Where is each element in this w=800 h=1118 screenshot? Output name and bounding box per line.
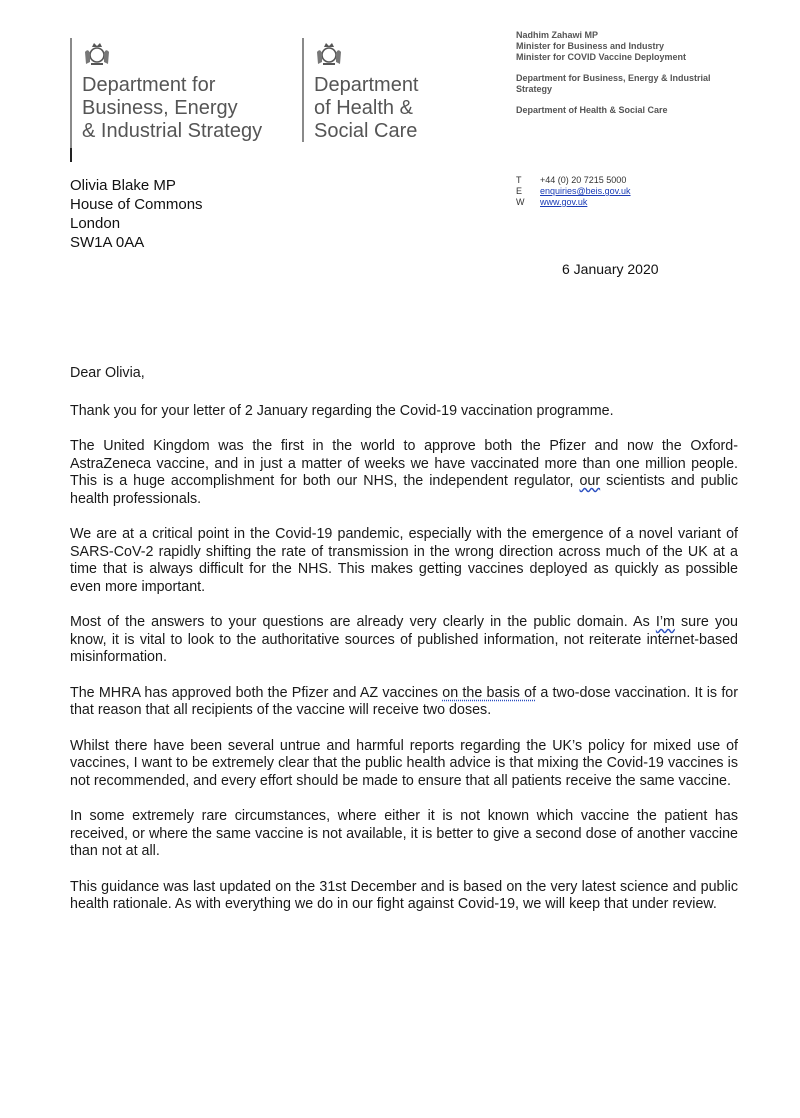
letter-body [70,365,738,932]
royal-crest-icon [82,38,112,68]
text-cursor-mark [70,148,72,162]
paragraph [70,614,738,667]
beis-logo [70,38,262,150]
minister-role: Minister for Business and Industry [516,41,665,51]
paragraph: This guidance was last updated on the 31st December and is based on the very latest science and public health rationale. As with everything we do in our fight against Covid-19, we will keep that under review. [70,878,738,912]
paragraph: We are at a critical point in the Covid-19 pandemic, especially with the emergence of a novel variant of SARS-CoV-2 rapidly shifting the rate of transmission in the wrong direction across much of the UK at a time that is always difficult for the NHS. This makes getting vaccines deployed as quickly as possible even more important. [70,526,738,595]
letter-date: 6 January 2020 [562,261,659,277]
contact-phone [516,175,631,186]
recipient-address [70,176,203,252]
spellcheck-flag: I’m [655,614,675,630]
grammar-flag: on the basis of [442,684,537,701]
dhsc-name-line: Social Care [314,120,418,142]
spellcheck-flag: our [579,473,601,489]
salutation: Dear Olivia, [70,365,145,381]
contact-email [516,186,631,197]
minister-block [516,30,766,116]
minister-department: Department of Health & Social Care [516,105,668,115]
dhsc-logo [302,38,419,142]
paragraph-text: The MHRA has approved both the Pfizer and AZ vaccines [70,684,443,701]
paragraph-text: Most of the answers to your questions are already very clearly in the public domain. As [70,614,656,630]
contact-web-link[interactable]: www.gov.uk [540,197,588,207]
dhsc-name-line: of Health & [314,97,413,119]
beis-name-line: Department for [82,74,216,96]
contact-details [516,175,631,208]
dhsc-name-line: Department [314,74,419,96]
contact-web [516,197,631,208]
royal-crest-icon [314,38,344,68]
beis-name-line: & Industrial Strategy [82,120,263,142]
recipient-postcode: SW1A 0AA [70,234,145,251]
contact-key: T [516,175,522,185]
paragraph: In some extremely rare circumstances, where either it is not known which vaccine the patient has received, or where the same vaccine is not available, it is better to give a second dose of another vaccine than not at all. [70,808,738,859]
paragraph: Whilst there have been several untrue and harmful reports regarding the UK’s policy for mixed use of vaccines, I want to be extremely clear that the public health advice is that mixing the Covid-19 vaccines is not recommended, and every effort should be made to ensure that all patients receive the same vaccine. [70,737,738,789]
recipient-name: Olivia Blake MP [70,177,176,194]
paragraph: Thank you for your letter of 2 January regarding the Covid-19 vaccination programme. [70,402,614,419]
minister-name: Nadhim Zahawi MP [516,30,599,40]
recipient-address-line: House of Commons [70,196,203,213]
paragraph-text: sure you know, it is vital to look to the authoritative sources of published information, not reiterate internet-based misinformation. [70,614,739,665]
contact-phone-value: +44 (0) 20 7215 5000 [540,175,627,185]
paragraph-text: The United Kingdom was the first in the world to approve both the Pfizer and now the Oxford-AstraZeneca vaccine, and in just a matter of weeks we have vaccinated more than one million people. This is a huge accomplishment for both our NHS, the independent regulator, [70,438,738,489]
contact-key: E [516,186,523,196]
minister-role: Minister for COVID Vaccine Deployment [516,52,687,62]
recipient-address-line: London [70,215,121,232]
paragraph [70,438,738,508]
minister-department: Department for Business, Energy & Industrial [516,73,711,83]
paragraph-text: a two-dose vaccination. It is for that reason that all recipients of the vaccine will receive two doses. [70,684,738,718]
contact-email-link[interactable]: enquiries@beis.gov.uk [540,186,631,196]
beis-name-line: Business, Energy [82,97,238,119]
minister-department: Strategy [516,84,553,94]
paragraph [70,685,738,720]
contact-key: W [516,197,525,207]
paragraph-text: scientists and public health professionals. [70,473,739,507]
